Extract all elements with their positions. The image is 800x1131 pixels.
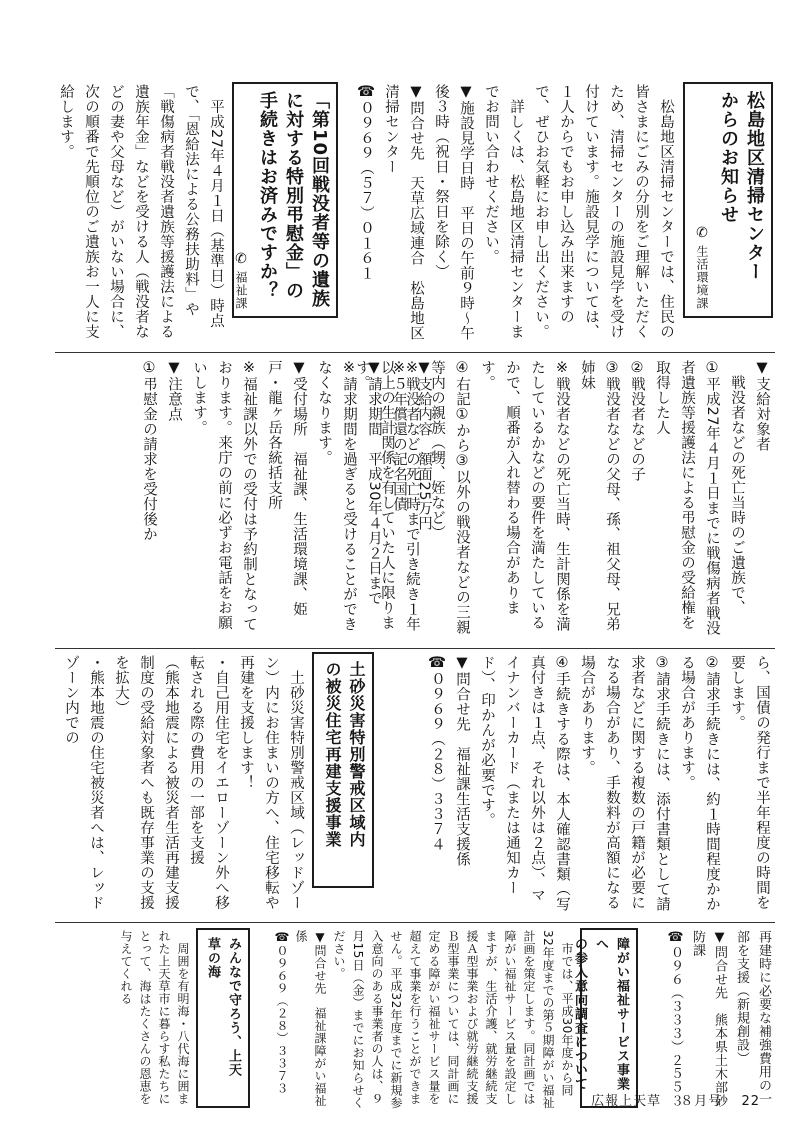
divider-1 — [55, 352, 775, 353]
condolence-title: 「第10回戦没者等の遺族 に対する特別弔慰金」の 手続きはお済みですか？ — [257, 91, 330, 309]
cleaning-center-dept — [690, 221, 711, 316]
divider-3 — [55, 922, 775, 923]
cleaning-center-dept-label: 生活環境課 — [695, 245, 709, 310]
page-footer — [577, 1090, 760, 1109]
sea-header — [196, 928, 250, 1108]
condolence-intro: 平成27年４月１日（基準日）時点で、「恩給法による公務扶助料」や「戦傷病者戦没者遺族等援護法による遺族年金」などを受ける人（戦没者などの妻や父母など）がいない場合に、次の順番で先順位のご遺族お一人に支給します。 — [58, 84, 224, 339]
footer-publication: 広報上天草 — [591, 1094, 662, 1109]
condolence-dept-label: 福祉課 — [234, 271, 248, 310]
condolence-header — [232, 82, 338, 318]
landslide-title: 土砂災害特別警戒区域内 の被災住宅再建支援事業 — [323, 661, 366, 848]
landslide-body: 土砂災害特別警戒区域（レッドゾーン）内にお住まいの方へ、住宅移転や再建を支援します！ ・自己用住宅をイエローゾーン外へ移転される際の費用の一部を支援 （熊本地震による被災者生活再建支援制度の受給対象者へも既存事業の支援を拡大） ・熊本地震の住宅被災者へは、レッドゾーン内での — [63, 655, 304, 910]
disability-header — [572, 928, 638, 1108]
cleaning-center-body: 松島地区清掃センターでは、住民の皆さまにごみの分別をご理解いただくため、清掃センターの施設見学を受け付けています。施設見学については、１人からでもお申し込み出来ますので、ぜひお気軽にお申し出ください。 詳しくは、松島地区清掃センターまでお問い合わせください。 ▼施設見学日時 平日の午前９時～午後３時（祝日・祭日を除く） ▼問合せ先 天草広域連合 松島地区清掃センター ☎０９６９（５７）０１６１ — [358, 84, 674, 341]
sea-title: みんなで守ろう、上天 草の海 — [205, 937, 241, 1077]
phone-icon: ✆ — [694, 225, 710, 242]
condolence-notes: ら、国債の発行まで半年程度の時間を要します。 ②請求手続きには、約１時間程度かかる場合があります。 ③請求手続きには、添付書類として請求者などに関する複数の戸籍が必要になる場合があり、手数料が高額になる場合があります。 ④手続きする際は、本人確認書類（写真付きは１点、それ以外は２点）、マイナンバーカード（または通知カード）、印かんが必要です。 ▼問合せ先 福祉課生活支援係 ☎０９６９（２８）３３７４ — [429, 655, 770, 912]
condolence-eligibility: ▼支給対象者 戦没者などの死亡当時のご遺族で、 ①平成27年４月１日までに戦傷病者戦没者遺族等援護法による弔慰金の受給権を取得した人 ②戦没者などの子 ③戦没者などの父母、孫、祖父母、兄弟姉妹 ※戦没者などの死亡当時、生計関係を満たしているかなどの要件を満たしているかで、順番が入れ替わる場合があります。 ④右記①から③以外の戦没者などの三親等内の親族（甥、姪など） ※戦没者などの死亡時まで引き続き１年以上の生計関係を有していた人に限ります。 — [354, 360, 770, 636]
disability-body: 市では、平成30年度から同32年度までの第５期障がい福祉計画を策定します。同計画では障がい福祉サービス量を設定しますが、生活介護、就労継続支援Ａ型事業および就労継続支援Ｂ型事業については、同計画に定める障がい福祉サービス量を超えて事業を行うことができません。平成32年度までに新規参入意向のある事業者の人は、９月15日（金）までにお知らせください。 ▼問合せ先 福祉課障がい福祉係 ☎０９６９（２８）３３７３ — [275, 930, 574, 1109]
phone-icon: ✆ — [233, 251, 249, 268]
sea-body: 周囲を有明海・八代海に囲まれた上天草市に暮らす私たちにとって、海はたくさんの恩恵を与えてくれる — [119, 930, 190, 1105]
footer-page-number: 22 — [741, 1094, 760, 1109]
landslide-contact: 再建時に必要な補強費用の一部を支援（新規創設） ▼問合せ先 熊本県土木部砂防課 ☎０９６（３３３）２５５３ — [668, 930, 771, 1108]
cleaning-center-header — [683, 82, 773, 318]
divider-2 — [55, 648, 775, 649]
footer-month: ８月号 — [680, 1094, 723, 1109]
cleaning-center-title: 松島地区清掃センター からのお知らせ — [718, 91, 765, 281]
landslide-header — [312, 652, 374, 888]
condolence-dept — [229, 247, 250, 316]
disability-title: 障がい福祉サービス事業へ の参入意向調査について — [572, 937, 629, 1091]
condolence-payment: ▼支給内容 額面25万円 ※５年償還の記名国債 ▼請求期間 平成30年４月２日まで ※請求期間を過ぎると受けることができなくなります。 ▼受付場所 福祉課、生活環境課、姫戸・龍ヶ岳各統括支所 ※福祉課以外での受付は予約制となっております。来庁の前に必ずお電話をお願いします。 ▼注意点 ①弔慰金の請求を受付後か — [141, 360, 432, 632]
